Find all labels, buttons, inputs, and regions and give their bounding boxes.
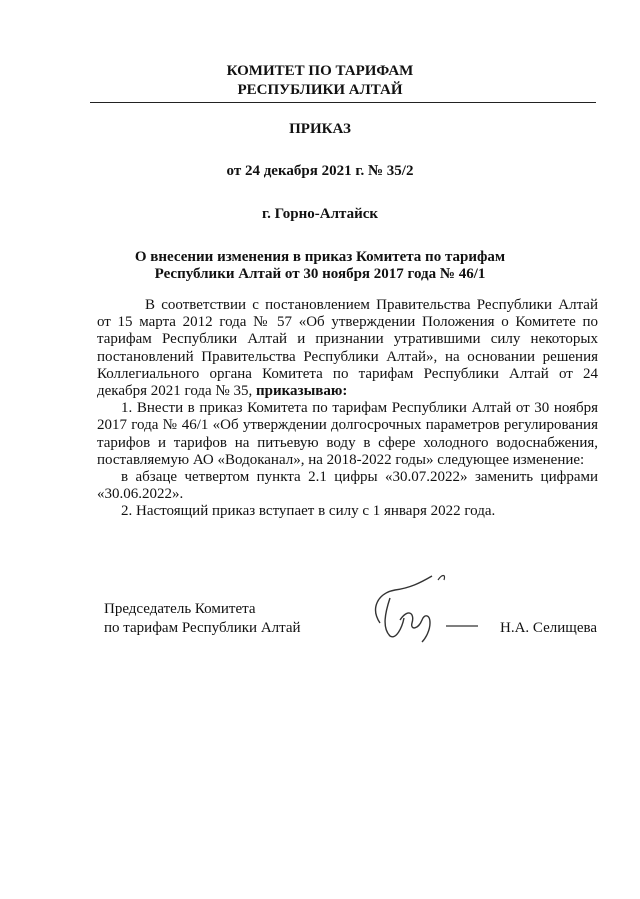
document-date-number: от 24 декабря 2021 г. № 35/2	[226, 163, 414, 179]
item-2-paragraph: 2. Настоящий приказ вступает в силу с 1 января 2022 года.	[121, 503, 496, 520]
position-line2: по тарифам Республики Алтай	[104, 620, 301, 636]
document-type: ПРИКАЗ	[289, 121, 351, 137]
item-1-paragraph: 1. Внести в приказ Комитета по тарифам Республики Алтай от 30 ноября 2017 года № 46/1 «Об утверждении долгосрочных параметров регулирования тарифов и тарифов на питьевую воду в сфере холодного водоснабжения, поставляемую АО «Водоканал», на 2018-2022 годы» следующее изменение:	[97, 400, 598, 468]
org-name-line1: КОМИТЕТ ПО ТАРИФАМ	[226, 63, 414, 79]
item-1-sub-paragraph: в абзаце четвертом пункта 2.1 цифры «30.07.2022» заменить цифрами «30.06.2022».	[97, 469, 598, 503]
org-name-line2: РЕСПУБЛИКИ АЛТАЙ	[237, 82, 403, 98]
order-word: приказываю:	[256, 383, 348, 400]
header-divider	[90, 102, 596, 103]
signatory-name: Н.А. Селищева	[500, 620, 598, 636]
subject-line1: О внесении изменения в приказ Комитета по тарифам	[134, 249, 506, 265]
signatory-position	[104, 600, 301, 638]
subject-line2: Республики Алтай от 30 ноября 2017 года № 46/1	[154, 266, 486, 282]
position-line1: Председатель Комитета	[104, 601, 256, 617]
preamble-paragraph	[97, 297, 598, 400]
document-city: г. Горно-Алтайск	[261, 206, 379, 222]
handwritten-signature	[360, 568, 490, 648]
document-body	[97, 297, 598, 521]
preamble-text: В соответствии с постановлением Правительства Республики Алтай от 15 марта 2012 года № 57 «Об утверждении Положения о Комитете по тарифам Республики Алтай и признании утратившими силу некоторых постановлений Правительства Республики Алтай», на основании решения Коллегиального органа Комитета по тарифам Республики Алтай от 24 декабря 2021 года № 35,	[97, 297, 598, 400]
